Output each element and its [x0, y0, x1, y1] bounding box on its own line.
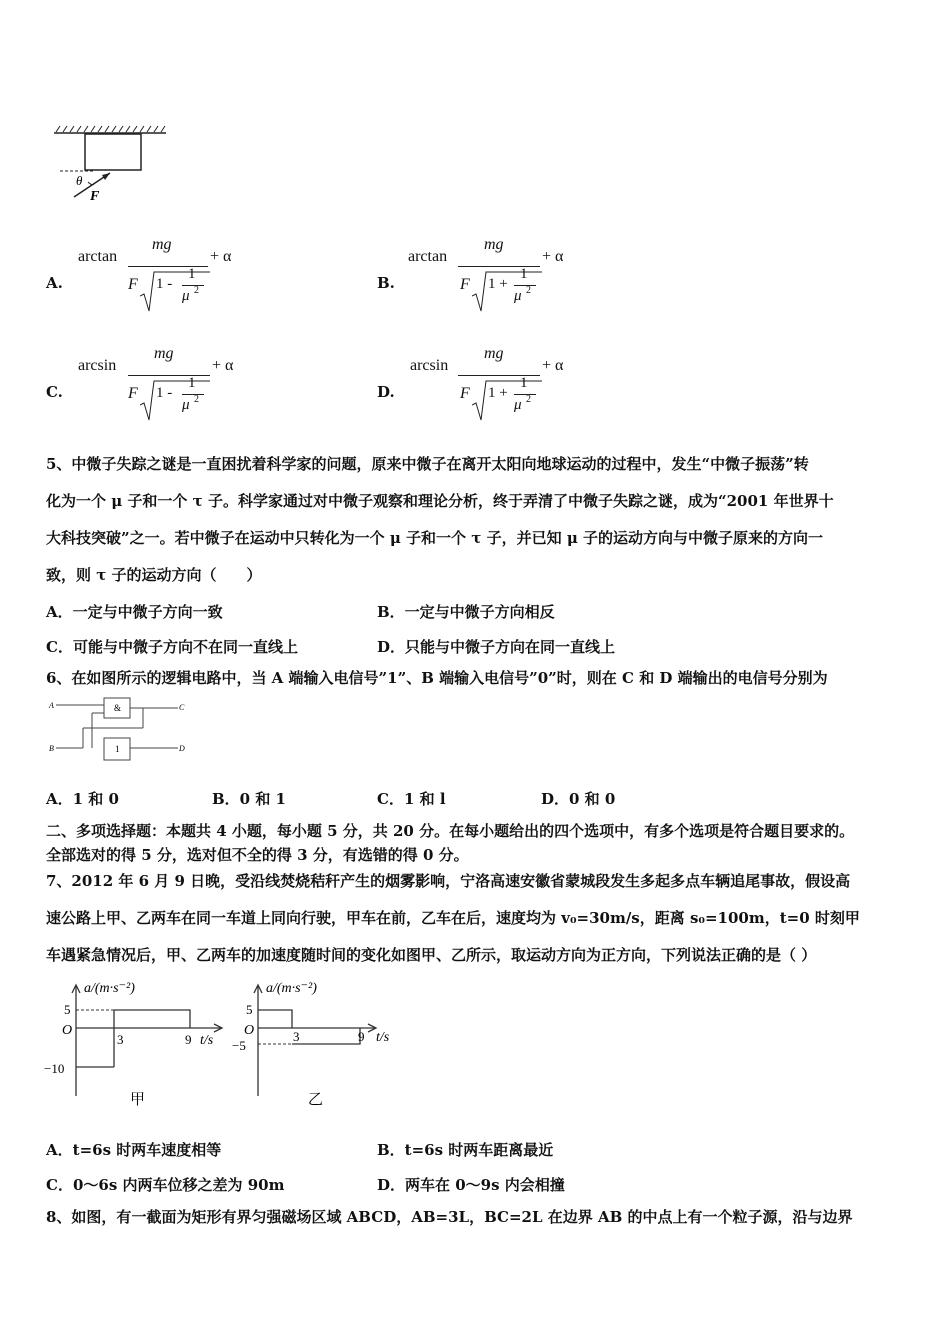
- q5-option-c[interactable]: C．可能与中微子方向不在同一直线上: [46, 638, 298, 656]
- graph-jia-tick-3: 3: [117, 1032, 124, 1047]
- q6-option-b[interactable]: B．0 和 1: [212, 790, 286, 808]
- q6-stem: 6、在如图所示的逻辑电路中，当 A 端输入电信号”1”、B 端输入电信号”0”时，则在 C 和 D 端输出的电信号分别为: [46, 669, 828, 687]
- logic-circuit: [48, 696, 188, 776]
- terminal-a: A: [49, 701, 54, 710]
- q5-line-4: 致，则 τ 子的运动方向（ ）: [46, 566, 262, 584]
- formula: arcsin mg F 1 + 1 μ 2 + α: [410, 345, 580, 425]
- graph-jia: [40, 978, 230, 1110]
- option-label: C.: [46, 383, 63, 401]
- q5-line-1: 5、中微子失踪之谜是一直困扰着科学家的问题，原来中微子在离开太阳向地球运动的过程中，发生“中微子振荡”转: [46, 455, 809, 473]
- terminal-d: D: [179, 744, 185, 753]
- q5-line-3: 大科技突破”之一。若中微子在运动中只转化为一个 μ 子和一个 τ 子，并已知 μ 子的运动方向与中微子原来的方向一: [46, 529, 824, 547]
- graph-yi-xlabel: t/s: [376, 1030, 390, 1045]
- graph-jia-xlabel: t/s: [200, 1033, 214, 1048]
- graph-jia-tick-m10: −10: [44, 1061, 65, 1076]
- graph-jia-tick-9: 9: [185, 1032, 192, 1047]
- q5-option-d[interactable]: D．只能与中微子方向在同一直线上: [377, 638, 616, 656]
- q5-option-b[interactable]: B．一定与中微子方向相反: [377, 603, 555, 621]
- option-label: A.: [46, 274, 63, 292]
- q6-option-c[interactable]: C．1 和 l: [377, 790, 446, 808]
- and-gate-symbol: &: [114, 703, 122, 713]
- graph-jia-tick-5: 5: [64, 1002, 71, 1017]
- force-label: F: [90, 189, 100, 204]
- graph-yi-tick-m5: −5: [232, 1038, 246, 1053]
- formula: arctan mg F 1 - 1 μ 2 + α: [78, 236, 248, 316]
- section2-line-1: 二、多项选择题：本题共 4 小题，每小题 5 分，共 20 分。在每小题给出的四个选项中，有多个选项是符合题目要求的。: [46, 822, 855, 840]
- q6-option-a[interactable]: A．1 和 0: [46, 790, 119, 808]
- q7-option-a[interactable]: A．t=6s 时两车速度相等: [46, 1141, 222, 1159]
- option-label: D.: [377, 383, 395, 401]
- q7-line-1: 7、2012 年 6 月 9 日晚，受沿线焚烧秸秆产生的烟雾影响，宁洛高速安徽省蒙城段发生多起多点车辆追尾事故，假设高: [46, 872, 851, 890]
- graph-jia-origin: O: [62, 1023, 73, 1038]
- q8-stem: 8、如图，有一截面为矩形有界匀强磁场区域 ABCD，AB=3L，BC=2L 在边界 AB 的中点上有一个粒子源，沿与边界: [46, 1208, 853, 1226]
- formula: arctan mg F 1 + 1 μ 2 + α: [408, 236, 578, 316]
- formula: arcsin mg F 1 - 1 μ 2 + α: [78, 345, 248, 425]
- force-diagram: [48, 122, 173, 204]
- not-gate-symbol: 1: [115, 744, 120, 754]
- graph-yi: [226, 978, 416, 1110]
- graph-yi-ylabel: a/(m·s⁻²): [266, 981, 317, 996]
- graph-yi-tick-5: 5: [246, 1002, 253, 1017]
- graph-jia-caption: 甲: [130, 1092, 146, 1108]
- graph-yi-tick-3: 3: [293, 1029, 300, 1044]
- section2-line-2: 全部选对的得 5 分，选对但不全的得 3 分，有选错的得 0 分。: [46, 846, 469, 864]
- terminal-c: C: [179, 703, 185, 712]
- theta-label: θ: [76, 173, 83, 188]
- q7-option-c[interactable]: C．0～6s 内两车位移之差为 90m: [46, 1176, 285, 1194]
- q7-line-3: 车遇紧急情况后，甲、乙两车的加速度随时间的变化如图甲、乙所示，取运动方向为正方向，下列说法正确的是（ ）: [46, 946, 817, 964]
- q7-option-b[interactable]: B．t=6s 时两车距离最近: [377, 1141, 554, 1159]
- graph-yi-origin: O: [244, 1023, 255, 1038]
- terminal-b: B: [49, 744, 54, 753]
- q5-option-a[interactable]: A．一定与中微子方向一致: [46, 603, 223, 621]
- q7-option-d[interactable]: D．两车在 0～9s 内会相撞: [377, 1176, 565, 1194]
- graph-jia-ylabel: a/(m·s⁻²): [84, 981, 135, 996]
- q5-line-2: 化为一个 μ 子和一个 τ 子。科学家通过对中微子观察和理论分析，终于弄清了中微子失踪之谜，成为“2001 年世界十: [46, 492, 834, 510]
- q6-option-d[interactable]: D．0 和 0: [541, 790, 616, 808]
- graph-yi-caption: 乙: [308, 1092, 324, 1108]
- option-label: B.: [377, 274, 395, 292]
- graph-yi-tick-9: 9: [358, 1029, 365, 1044]
- q7-line-2: 速公路上甲、乙两车在同一车道上同向行驶，甲车在前，乙车在后，速度均为 v₀=30m/s，距离 s₀=100m，t=0 时刻甲: [46, 909, 860, 927]
